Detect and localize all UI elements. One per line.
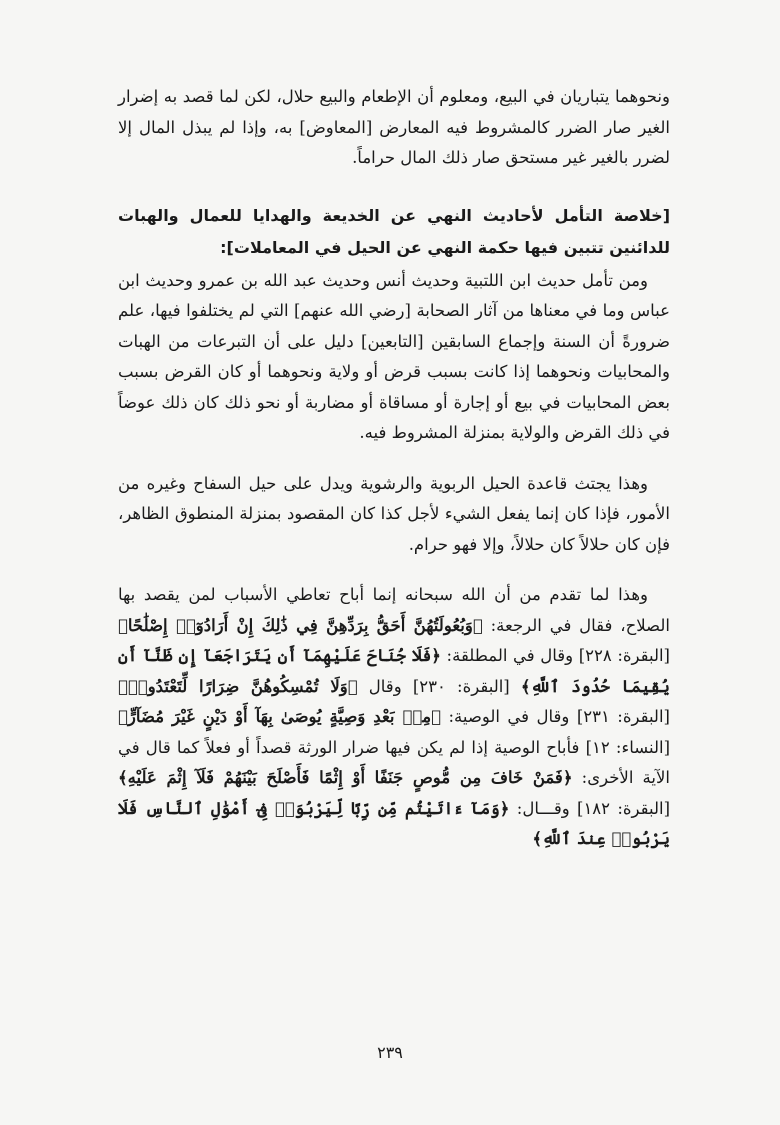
page-number: ٢٣٩ xyxy=(377,1043,403,1062)
paragraph-continuation: ونحوهما يتباريان في البيع، ومعلوم أن الإطعام والبيع حلال، لكن لما قصد به إضرار الغير صار الضرر كالمشروط فيه المعارض [المعاوض] به، وإذا لم يبذل المال إلا لضرر بالغير غير مستحق صار ذلك المال حراماً. xyxy=(118,87,670,167)
verse-reference-5: [البقرة: ١٨٢] وقـــال: xyxy=(509,798,671,818)
verse-reference-2: [البقرة: ٢٣٠] وقال xyxy=(357,676,521,696)
quran-verse-5: ﴿فَمَنْ خَافَ مِن مُّوصٍ جَنَفًا أَوْ إِثْمًا فَأَصْلَحَ بَيْنَهُمْ فَلَآ إِثْمَ عَلَيْهِ﴾ xyxy=(118,768,573,787)
section-heading: [خلاصة التأمل لأحاديث النهي عن الخديعة والهدايا للعمال والهبات للدائنين تتبين فيها حكمة النهي عن الحيل في المعاملات]: xyxy=(118,205,670,257)
paragraph-hadith-summary: ومن تأمل حديث ابن اللتبية وحديث أنس وحديث عبد الله بن عمرو وحديث ابن عباس وما في معناها من آثار الصحابة [رضي الله عنهم] التي لم يختلفوا فيها، علم ضرورةً أن السنة وإجماع السابقين [التابعين] دليل على أن التبرعات من الهبات والمحابيات ونحوهما إذا كانت بسبب قرض أو ولاية ونحوهما أو كان القرض بسبب بعض المحابيات في بيع أو إجارة أو مساقاة أو مضاربة أو نحو ذلك كان ذلك عوضاً في ذلك القرض والولاية بمنزلة المشروط فيه. xyxy=(118,270,670,442)
verse-reference-4: [النساء: ١٢] فأباح الوصية إذا لم يكن فيها ضرار الورثة قصداً أو فعلاً كما قال في الآية الأخرى: xyxy=(118,737,671,787)
quran-verse-6: ﴿وَمَآ ءَاتَيْتُم مِّن رِّبًا لِّيَرْبُوَا۟ فِىٓ أَمْوَٰلِ ٱلنَّاسِ فَلَا يَرْبُوا۟ عِندَ ٱللَّهِ﴾ xyxy=(118,798,670,848)
paragraph-hiyal-rule: وهذا يجتث قاعدة الحيل الربوية والرشوية ويدل على حيل السفاح وغيره من الأمور، فإذا كان إنما يفعل الشيء لأجل كذا كان المقصود بمنزلة المنطوق الظاهر، فإن كان حلالاً كان حلالاً، وإلا فهو حرام. xyxy=(118,473,670,554)
quran-verse-3: ﴿وَلَا تُمْسِكُوهُنَّ ضِرَارًا لِّتَعْتَدُوا۟﴾ xyxy=(118,676,358,696)
verse-reference-1: [البقرة: ٢٢٨] وقال في المطلقة: xyxy=(440,646,670,665)
quran-verse-1: ﴿وَبُعُولَتُهُنَّ أَحَقُّ بِرَدِّهِنَّ فِي ذَٰلِكَ إِنْ أَرَادُوٓا۟ إِصْلَٰحًا﴾ xyxy=(118,615,483,635)
verse-reference-3: [البقرة: ٢٣١] وقال في الوصية: xyxy=(441,707,670,726)
page-body xyxy=(118,82,670,855)
paragraph-intro: وهذا لما تقدم من أن الله سبحانه إنما أباح تعاطي الأسباب لمن يقصد بها الصلاح، فقال في الرجعة: xyxy=(118,585,670,635)
quran-verse-4: ﴿مِنۢ بَعْدِ وَصِيَّةٍ يُوصَىٰ بِهَآ أَوْ دَيْنٍ غَيْرَ مُضَآرٍّ﴾ xyxy=(118,707,442,726)
paragraph-quran-evidence xyxy=(118,580,670,855)
quran-verse-2: ﴿فَلَا جُنَاحَ عَلَيْهِمَآ أَن يَتَرَاجَعَآ إِن ظَنَّآ أَن يُقِيمَا حُدُودَ ٱللَّهِ﴾ xyxy=(118,646,670,696)
